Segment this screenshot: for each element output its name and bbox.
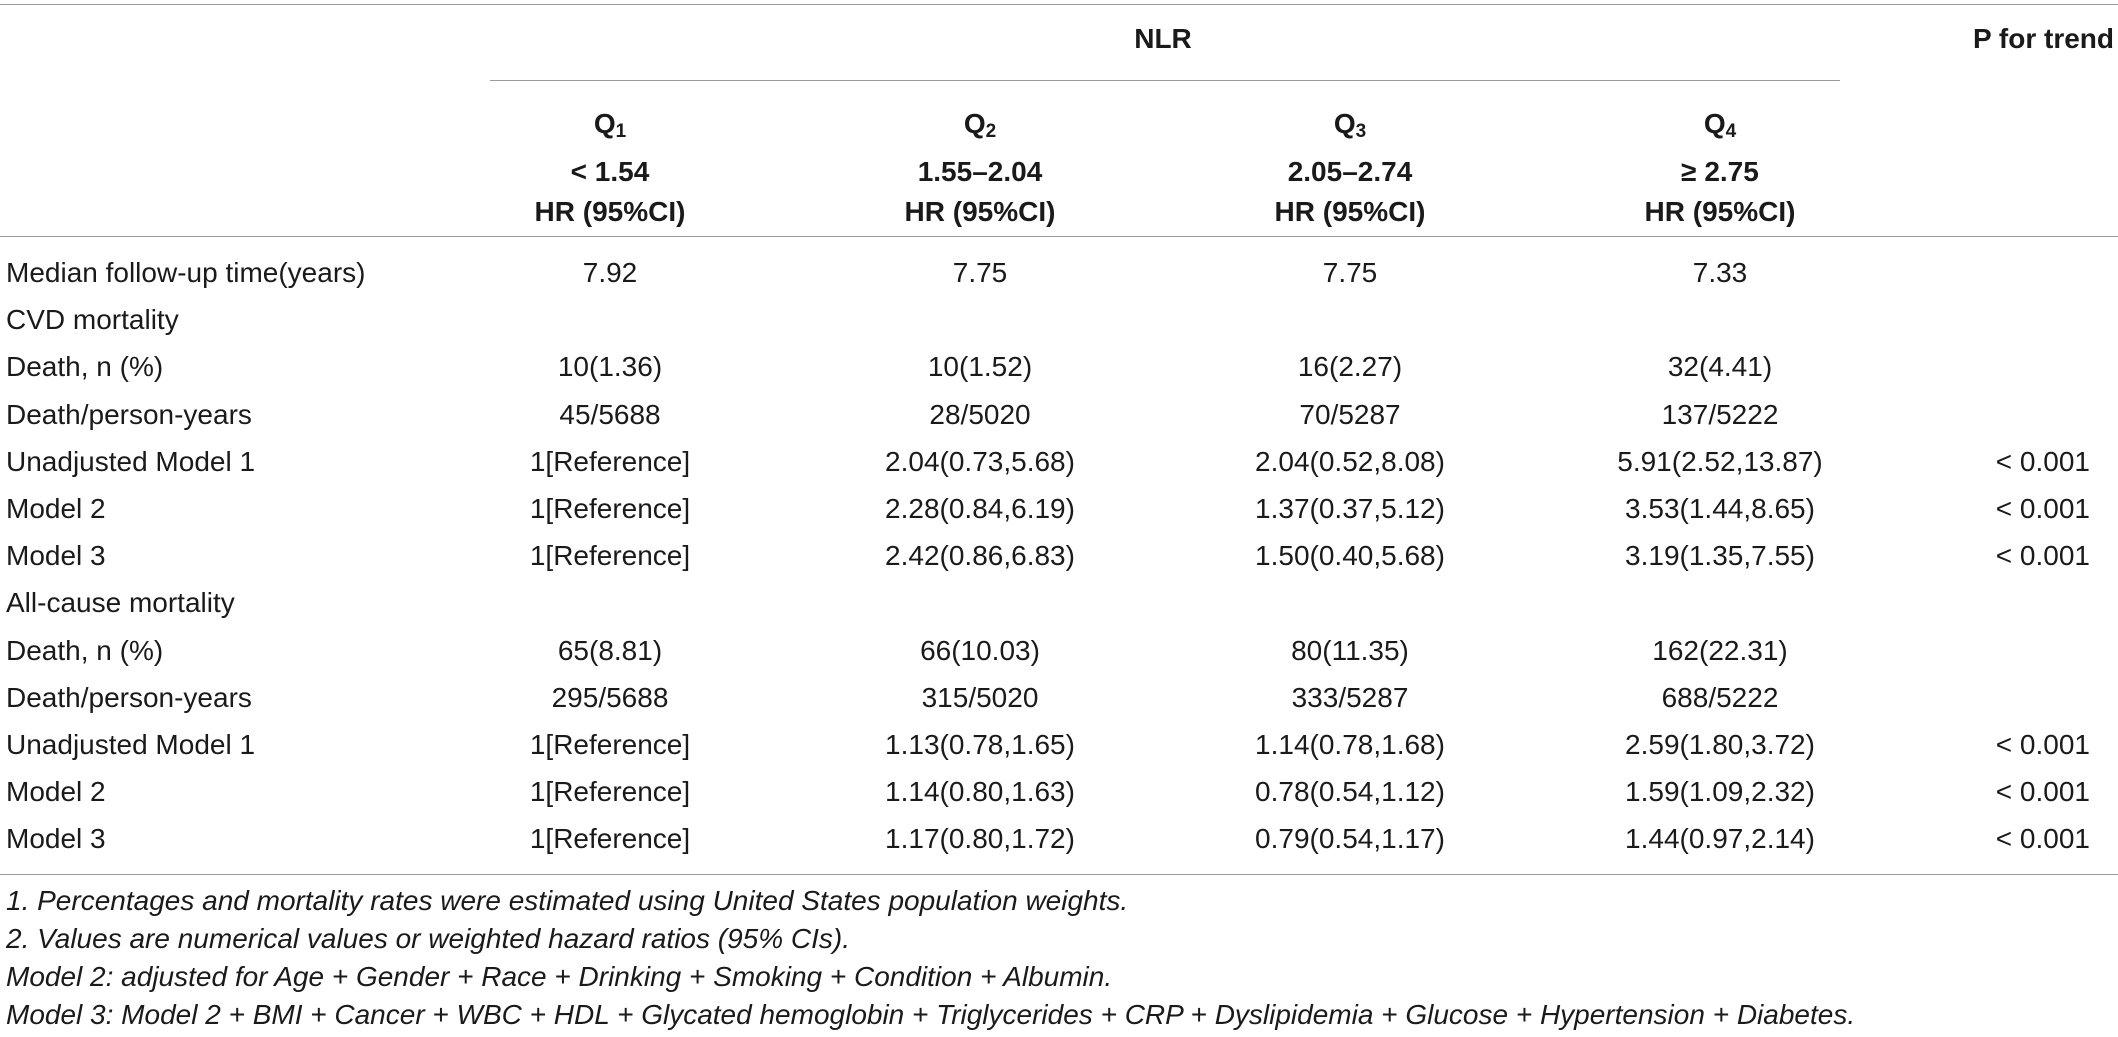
cell-q3: 80(11.35) xyxy=(1291,635,1409,666)
cell-p-trend: < 0.001 xyxy=(1995,540,2090,571)
cell-p-trend: < 0.001 xyxy=(1995,446,2090,477)
cell-q2: 1.17(0.80,1.72) xyxy=(885,823,1075,854)
cell-q4: 137/5222 xyxy=(1661,399,1779,430)
row-label: Death, n (%) xyxy=(6,635,164,666)
cell-q3: 1.37(0.37,5.12) xyxy=(1255,493,1445,524)
cell-q3: 16(2.27) xyxy=(1297,351,1403,382)
footnote: Model 3: Model 2 + BMI + Cancer + WBC + HDL + Glycated hemoglobin + Triglycerides + CRP + Dyslipidemia + Glucose + Hypertension + Diabetes. xyxy=(6,999,1856,1030)
cell-q4: 162(22.31) xyxy=(1652,635,1788,666)
cell-q1: 10(1.36) xyxy=(557,351,663,382)
bottom-rule xyxy=(0,874,2118,875)
cell-q2: 10(1.52) xyxy=(927,351,1033,382)
cell-p-trend: < 0.001 xyxy=(1995,729,2090,760)
quartile-header-q3: $Q_3$ 2.05–2.74 HR (95%CI) xyxy=(1274,108,1426,227)
row-label: All-cause mortality xyxy=(6,587,235,618)
cell-q2: 7.75 xyxy=(952,257,1008,288)
row-label: Death, n (%) xyxy=(6,351,164,382)
group-rule xyxy=(490,80,1840,81)
cell-q2: 1.13(0.78,1.65) xyxy=(885,729,1075,760)
cell-q2: 2.04(0.73,5.68) xyxy=(885,446,1075,477)
cell-q4: 32(4.41) xyxy=(1667,351,1773,382)
cell-q1: 1[Reference] xyxy=(529,446,691,477)
cell-q2: 28/5020 xyxy=(929,399,1031,430)
cell-q3: 70/5287 xyxy=(1299,399,1401,430)
cell-q4: 1.59(1.09,2.32) xyxy=(1625,776,1815,807)
cell-q3: 1.50(0.40,5.68) xyxy=(1255,540,1445,571)
cell-q1: 1[Reference] xyxy=(529,729,691,760)
cell-q1: 45/5688 xyxy=(559,399,661,430)
cell-q4: 3.19(1.35,7.55) xyxy=(1625,540,1815,571)
cell-q4: 5.91(2.52,13.87) xyxy=(1617,446,1823,477)
footnote: Model 2: adjusted for Age + Gender + Race + Drinking + Smoking + Condition + Albumin. xyxy=(6,961,1113,992)
cell-q3: 7.75 xyxy=(1322,257,1378,288)
row-label: Model 2 xyxy=(6,493,106,524)
footnote: 1. Percentages and mortality rates were estimated using United States population weights. xyxy=(6,885,1129,916)
cell-q1: 1[Reference] xyxy=(529,823,691,854)
cell-q2: 66(10.03) xyxy=(920,635,1040,666)
cell-q3: 333/5287 xyxy=(1291,682,1409,713)
header-bottom-rule xyxy=(0,236,2118,237)
row-label: Unadjusted Model 1 xyxy=(6,446,256,477)
quartile-header-q2: $Q_2$ 1.55–2.04 HR (95%CI) xyxy=(904,108,1056,227)
quartile-header-q4: $Q_4$ ≥ 2.75 HR (95%CI) xyxy=(1644,108,1796,227)
cell-q2: 2.28(0.84,6.19) xyxy=(885,493,1075,524)
row-label: Death/person-years xyxy=(6,682,252,713)
nlr-group-header: NLR xyxy=(1134,23,1192,54)
quartile-header-q1: $Q_1$ < 1.54 HR (95%CI) xyxy=(534,108,686,227)
row-label: Median follow-up time(years) xyxy=(6,257,366,288)
row-label: Unadjusted Model 1 xyxy=(6,729,256,760)
cell-q4: 7.33 xyxy=(1692,257,1748,288)
cell-q2: 2.42(0.86,6.83) xyxy=(885,540,1075,571)
cell-q2: 1.14(0.80,1.63) xyxy=(885,776,1075,807)
cell-q3: 1.14(0.78,1.68) xyxy=(1255,729,1445,760)
cell-q1: 1[Reference] xyxy=(529,776,691,807)
cell-p-trend: < 0.001 xyxy=(1995,776,2090,807)
row-label: Model 2 xyxy=(6,776,106,807)
row-label: Death/person-years xyxy=(6,399,252,430)
cell-q1: 65(8.81) xyxy=(557,635,663,666)
row-label: Model 3 xyxy=(6,540,106,571)
row-label: CVD mortality xyxy=(6,304,179,335)
cell-q3: 2.04(0.52,8.08) xyxy=(1255,446,1445,477)
cell-q1: 295/5688 xyxy=(551,682,669,713)
cell-p-trend: < 0.001 xyxy=(1995,823,2090,854)
cell-p-trend: < 0.001 xyxy=(1995,493,2090,524)
footnote: 2. Values are numerical values or weighted hazard ratios (95% CIs). xyxy=(6,923,851,954)
cell-q4: 3.53(1.44,8.65) xyxy=(1625,493,1815,524)
cell-q4: 2.59(1.80,3.72) xyxy=(1625,729,1815,760)
cell-q1: 1[Reference] xyxy=(529,540,691,571)
cell-q2: 315/5020 xyxy=(921,682,1039,713)
top-rule xyxy=(0,4,2118,5)
p-trend-header: P for trend xyxy=(1972,23,2114,54)
row-label: Model 3 xyxy=(6,823,106,854)
cell-q4: 688/5222 xyxy=(1661,682,1779,713)
cell-q3: 0.79(0.54,1.17) xyxy=(1255,823,1445,854)
cell-q3: 0.78(0.54,1.12) xyxy=(1255,776,1445,807)
cell-q1: 1[Reference] xyxy=(529,493,691,524)
cell-q4: 1.44(0.97,2.14) xyxy=(1625,823,1815,854)
cell-q1: 7.92 xyxy=(582,257,638,288)
